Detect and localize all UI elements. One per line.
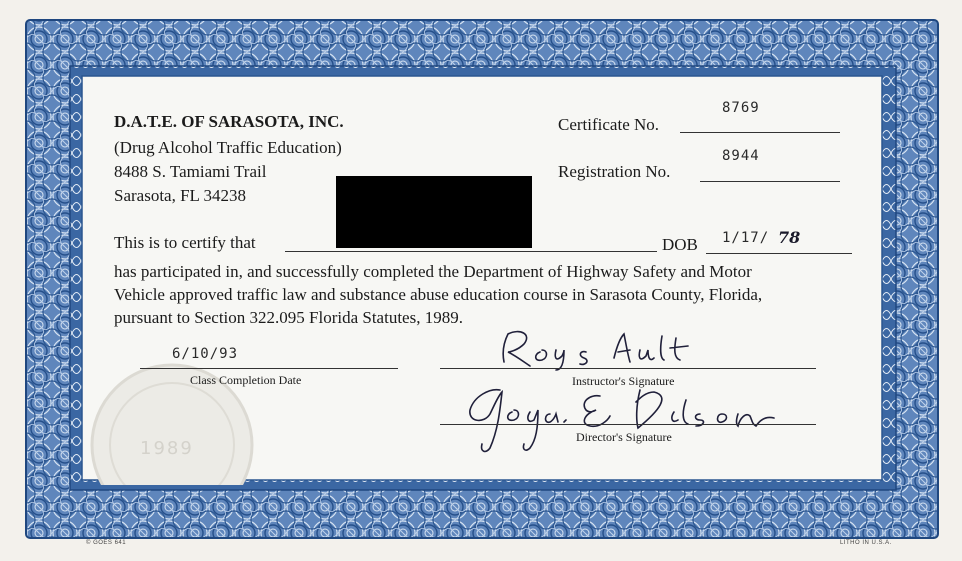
dob-typed: 1/17/ [722,230,770,246]
issuer-full-name: (Drug Alcohol Traffic Education) [114,138,342,157]
embossed-seal [82,350,262,485]
instructor-label: Instructor's Signature [572,374,675,388]
director-label: Director's Signature [576,430,672,444]
name-line [285,251,657,252]
instructor-signature [490,322,720,374]
dob-label: DOB [662,235,698,254]
certificate-label: Certificate No. [558,115,660,134]
completion-label: Class Completion Date [190,373,302,387]
registration-number: 8944 [722,148,760,164]
completion-date: 6/10/93 [172,346,239,362]
issuer-name: D.A.T.E. OF SARASOTA, INC. [114,112,344,131]
completion-line [140,368,398,369]
body-line3: pursuant to Section 322.095 Florida Statutes, 1989. [114,308,463,327]
director-line [440,424,816,425]
director-signature [460,370,790,460]
seal-year: 1989 [140,438,194,459]
instructor-line [440,368,816,369]
footer-right: LITHO IN U.S.A. [840,540,892,546]
issuer-address-line2: Sarasota, FL 34238 [114,186,247,205]
registration-line [700,181,840,182]
dob-line [706,253,852,254]
body-line1: has participated in, and successfully completed the Department of Highway Safety and Motor [114,262,752,281]
registration-label: Registration No. [558,162,671,181]
certificate-line [680,132,840,133]
certify-intro: This is to certify that [114,233,256,252]
body-line2: Vehicle approved traffic law and substance abuse education course in Sarasota County, Florida, [114,285,763,304]
dob-handwritten: 78 [778,228,801,247]
footer-left: © GOES 641 [86,540,127,546]
issuer-address-line1: 8488 S. Tamiami Trail [114,162,267,181]
redacted-name [336,176,532,248]
certificate-number: 8769 [722,100,760,116]
